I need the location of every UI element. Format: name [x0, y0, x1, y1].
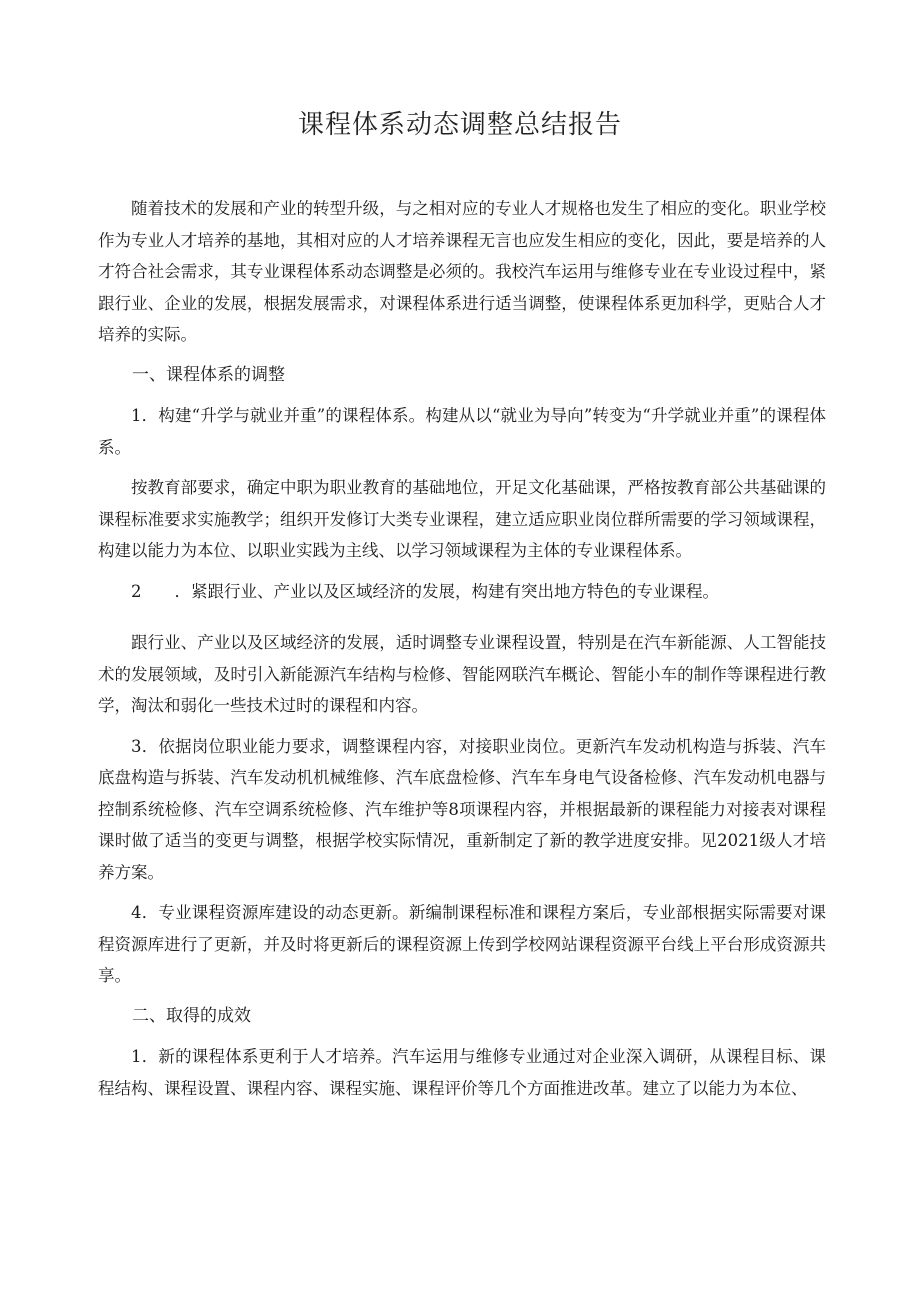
item-1-paragraph: 1．构建“升学与就业并重”的课程体系。构建从以“就业为导向”转变为“升学就业并重”的课程体系。 [98, 406, 826, 457]
item-4-paragraph: 4．专业课程资源库建设的动态更新。新编制课程标准和课程方案后，专业部根据实际需要对课程资源库进行了更新，并及时将更新后的课程资源上传到学校网站课程资源平台线上平台形成资源共享。 [98, 903, 826, 985]
item-2-detail-paragraph: 跟行业、产业以及区域经济的发展，适时调整专业课程设置，特别是在汽车新能源、人工智能技术的发展领域，及时引入新能源汽车结构与检修、智能网联汽车概论、智能小车的制作等课程进行教学，淘汰和弱化一些技术过时的课程和内容。 [98, 633, 826, 715]
section-heading-results: 二、取得的成效 [132, 1005, 251, 1026]
item-3-paragraph: 3．依据岗位职业能力要求，调整课程内容，对接职业岗位。更新汽车发动机构造与拆装、汽车底盘构造与拆装、汽车发动机机械维修、汽车底盘检修、汽车车身电气设备检修、汽车发动机电器与控制系统检修、汽车空调系统检修、汽车维护等8项课程内容，并根据最新的课程能力对接表对课程课时做了适当的变更与调整，根据学校实际情况，重新制定了新的教学进度安排。见2021级人才培养方案。 [98, 736, 826, 882]
section-heading-adjustment: 一、课程体系的调整 [132, 364, 285, 385]
intro-paragraph: 随着技术的发展和产业的转型升级，与之相对应的专业人才规格也发生了相应的变化。职业学校作为专业人才培养的基地，其相对应的人才培养课程无言也应发生相应的变化，因此，要是培养的人才符合社会需求，其专业课程体系动态调整是必须的。我校汽车运用与维修专业在专业设过程中，紧跟行业、企业的发展，根据发展需求，对课程体系进行适当调整，使课程体系更加科学，更贴合人才培养的实际。 [98, 199, 826, 344]
document-title: 课程体系动态调整总结报告 [297, 110, 622, 140]
results-item-1-paragraph: 1．新的课程体系更利于人才培养。汽车运用与维修专业通过对企业深入调研，从课程目标、课程结构、课程设置、课程内容、课程实施、课程评价等几个方面推进改革。建立了以能力为本位、 [98, 1047, 826, 1098]
item-2-paragraph: 2 ．紧跟行业、产业以及区域经济的发展，构建有突出地方特色的专业课程。 [131, 581, 719, 601]
document-body [98, 193, 826, 1104]
item-1-detail-paragraph: 按教育部要求，确定中职为职业教育的基础地位，开足文化基础课，严格按教育部公共基础课的课程标准要求实施教学；组织开发修订大类专业课程，建立适应职业岗位群所需要的学习领域课程，构建以能力为本位、以职业实践为主线、以学习领域课程为主体的专业课程体系。 [98, 478, 826, 560]
